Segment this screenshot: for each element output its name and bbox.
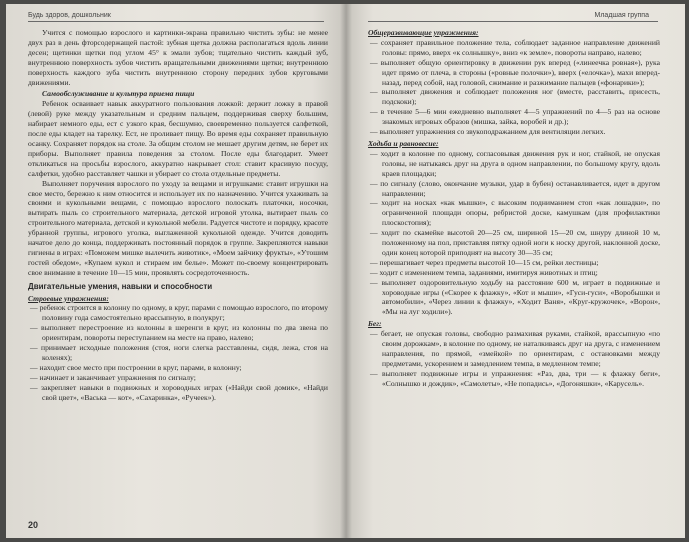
header-rule-left — [28, 21, 324, 22]
heading-motor-skills: Двигательные умения, навыки и способности — [28, 281, 213, 291]
left-page — [6, 4, 346, 538]
list-item: — выполняет перестроение из колонны в шеренги в круг, из колонны по два звена по ориентирам, повороты переступанием на месте на право, налево; — [28, 323, 328, 343]
page-number-left: 20 — [28, 520, 39, 530]
list-item: — сохраняет правильное положение тела, соблюдает заданное направление движений головы: прямо, вверх «к солнышку», вниз «к земле», повороты направо, налево; — [368, 38, 660, 58]
subheading-general-exercises: Общеразвивающие упражнения: — [368, 28, 479, 37]
running-list — [368, 329, 660, 388]
walking-list — [368, 149, 660, 317]
paragraph-toothbrushing: Учится с помощью взрослого и картинки-экрана правильно чистить зубы: не менее двух раз в день фторсодержащей пастой: зубная щетка должна располагаться вдоль линии десен; щетинки щетки под углом 45° к эмали зубов; тщательно чистить каждый зуб, внутреннюю поверхность зубов чистить вращательными движениями щетки; внутреннюю поверхность каждого зуба чистить внутреннюю сторону передних зубов круговыми движениями. — [28, 28, 328, 87]
list-item: — бегает, не опуская головы, свободно размахивая руками, стайкой, врассыпную «по своим дорожкам», в колонне по одному, не наталкиваясь друг на друга, с изменением направления, по прямой, «змейкой» по ориентирам, с остановками между предметами, ускорением и замедлением темпа, в медленном темпе; — [368, 329, 660, 369]
list-item: — начинает и заканчивает упражнения по сигналу; — [28, 373, 328, 383]
header-rule-right — [368, 21, 658, 22]
right-page — [346, 4, 685, 538]
book-spread — [6, 4, 685, 538]
list-item: — закрепляет навыки в подвижных и хороводных играх («Найди свой домик», «Найди свой цвет», «Васька — кот», «Сахаринка», «Ручеек»). — [28, 383, 328, 403]
paragraph-chores: Выполняет поручения взрослого по уходу за вещами и игрушками: ставит игрушки на свое место, бережно к ним относится и использует их по назначению. Учится ухаживать за своими и кукольными вещами, с помощью взрослого полоскать платочки, носочки, вытирать пыль со строительного материала, детской игровой утолка, вытирает пыль со строительного материала, детской и кукольной мебели. Радуется чистоте и порядку, красоте убранной группы, игрового уголка, выглаженной кукольной одежде. Учится доводить начатое дело до конца, поддерживать постоянный порядок в группе. Закрепляются навыки гигиены в играх: «Поможем мишке вылечить животик», «Моем зайчику фрукты», «Утошим гостей обедом», «Купаем кукол и стираем им белье». Может по-своему концентрировать свое внимание в течение 10—15 мин, проявлять сосредоточенность. — [28, 178, 328, 277]
running-head-left: Будь здоров, дошкольник — [28, 12, 111, 19]
list-item: — принимает исходные положения (стоя, ноги слегка расставлены, сидя, лежа, стоя на коленях); — [28, 343, 328, 363]
list-item: — выполняет оздоровительную ходьбу на расстояние 600 м, играет в подвижные и хороводные игры («Скорее к флажку», «Кот и мыши», «Гуси-гуси», «Воробышки и автомобили», «Через линии к флажку», «Ходит Ваня», «Круг-кружочек», «Ворон», «Мы на луг ходили»). — [368, 278, 660, 318]
drill-list — [28, 303, 328, 402]
list-item: — выполняет подвижные игры и упражнения: «Раз, два, три — к флажку беги», «Солнышко и дождик», «Самолеты», «Не попадись», «Догоняшки», «Карусель». — [368, 369, 660, 389]
list-item: — перешагивает через предметы высотой 10—15 см, рейки лестницы; — [368, 258, 660, 268]
list-item: — в течение 5—6 мин ежедневно выполняет 4—5 упражнений по 4—5 раз на основе знакомых игровых образов (мишка, зайка, воробей и др.); — [368, 107, 660, 127]
list-item: — ходит с изменением темпа, заданиями, имитируя животных и птиц; — [368, 268, 660, 278]
list-item: — ходит по скамейке высотой 20—25 см, шириной 15—20 см, шнуру длиной 10 м, положенному на пол, приставляя пятку одной ноги к носку другой, наклонной доске, один конец которой приподнят на высоту 30—35 см; — [368, 228, 660, 258]
subheading-drill: Строевые упражнения: — [28, 293, 109, 303]
running-head-right: Младшая группа — [594, 12, 649, 19]
paragraph-spoon-skills: Ребенок осваивает навык аккуратного пользования ложкой: держит ложку в правой (левой) руке между указательным и средним пальцем, поддерживая сверху большим, набирает немного еды, ест с узкого края, бесшумно, своевременно пользуется салфеткой, после еды кладет на тарелку. Ест, не проливает пищу. Во время еды сохраняет правильную осанку. Сохраняет порядок на столе. За общим столом не мешает другим детям, не берет их приборы. Выполняет правила поведения за столом. После еды благодарит. Умеет откликаться на просьбы взрослого, аккуратно накрывает стол: ставит красивую посуду, салфетки, удобно расставляет чашки и убирает со стола отдельные предметы. — [28, 99, 328, 178]
list-item: — ходит в колонне по одному, согласовывая движения рук и ног, стайкой, не опуская головы, не натыкаясь друг на друга в одном направлении, по большому кругу, вдоль краев площадки; — [368, 149, 660, 179]
right-page-content — [368, 28, 660, 389]
left-page-content — [28, 28, 328, 403]
list-item: — выполняет упражнения со звукоподражанием для вентиляции легких. — [368, 127, 660, 137]
list-item: — выполняет движения и соблюдает положения ног (вместе, расставить, присесть, подскоки); — [368, 87, 660, 107]
list-item: — ходит на носках «как мышки», с высоким подниманием стоп «как лошадки», по ограниченной площади опоры, ребристой доске, камушкам (для профилактики плоскостопия); — [368, 198, 660, 228]
list-item: — выполняет общую ориентировку в движении рук вперед («линеечка ровная»), рука идет прямо от плеча, в стороны («ровные полочки»), вверх («елочка»), махи вперед-назад, перед собой, над головой, сжимание и разжимание пальцев («фонарики»); — [368, 58, 660, 88]
book-gutter — [340, 4, 352, 538]
subheading-walking: Ходьба и равновесие: — [368, 138, 439, 148]
subheading-running: Бег: — [368, 319, 382, 329]
general-exercises-list — [368, 38, 660, 137]
list-item: — ребенок строится в колонну по одному, в круг, парами с помощью взрослого, по второму половину года самостоятельно врассыпную, в полукруг; — [28, 303, 328, 323]
list-item: — по сигналу (слово, окончание музыки, удар в бубен) останавливается, идет в другом направлении; — [368, 179, 660, 199]
heading-selfcare: Самообслуживание и культура приема пищи — [42, 89, 195, 99]
list-item: — находит свое место при построении в круг, парами, в колонну; — [28, 363, 328, 373]
